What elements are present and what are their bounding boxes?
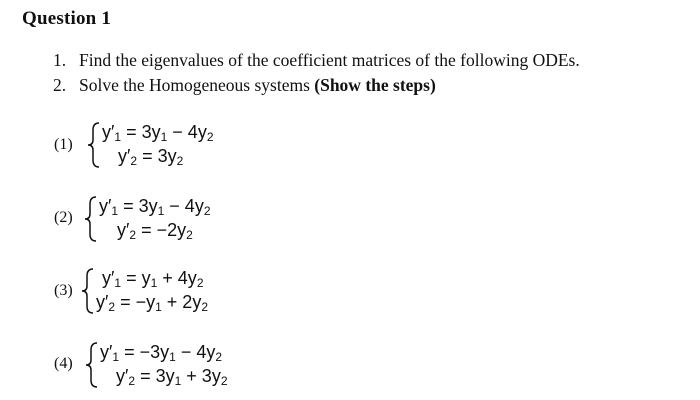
item-text: Solve the Homogeneous systems [79,75,315,95]
left-brace-icon [80,266,96,316]
system-label: (4) [54,355,73,372]
equation-1: $y'_1 = -3y_1 - 4y_2$ [100,342,223,364]
equation-1: $y'_1 = y_1 + 4y_2$ [102,268,204,290]
equation-2: $y'_2 = 3y_1 + 3y_2$ [116,366,228,388]
item-text-bold: (Show the steps) [314,75,436,95]
system-label: (3) [54,282,73,299]
item-text: Find the eigenvalues of the coefficient matrices of the following ODEs. [79,50,580,70]
equation-2: $y'_2 = -2y_2$ [117,220,193,242]
item-number: 1. [53,50,67,70]
question-heading: Question 1 [22,8,112,29]
equation-1: $y'_1 = 3y_1 - 4y_2$ [102,122,214,144]
left-brace-icon [86,120,102,170]
instruction-list [53,48,580,98]
instruction-item-2 [53,73,580,98]
system-label: (2) [54,209,73,226]
system-label: (1) [54,136,73,153]
left-brace-icon [83,194,99,244]
left-brace-icon [84,340,100,390]
equation-2: $y'_2 = 3y_2$ [118,146,184,168]
equation-2: $y'_2 = -y_1 + 2y_2$ [96,292,209,314]
item-number: 2. [53,75,67,95]
equation-1: $y'_1 = 3y_1 - 4y_2$ [99,196,211,218]
instruction-item-1 [53,48,580,73]
